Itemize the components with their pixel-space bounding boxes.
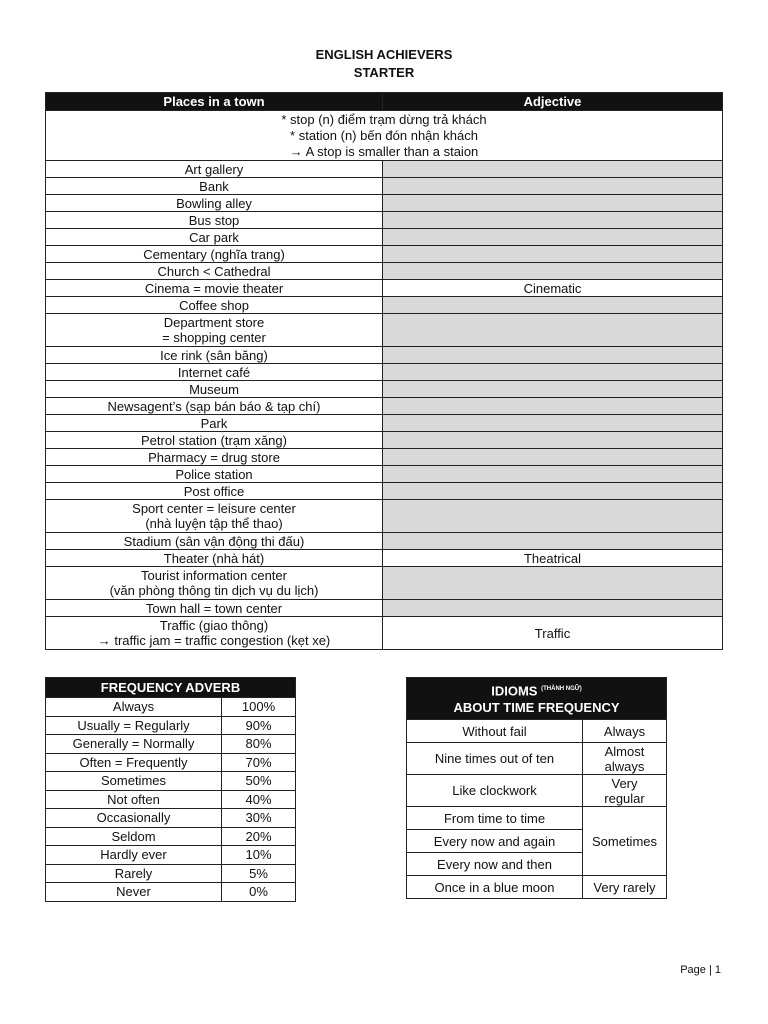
frequency-row xyxy=(46,809,296,828)
frequency-percent: 5% xyxy=(222,864,296,883)
place-name: Park xyxy=(46,415,383,432)
place-row xyxy=(46,415,723,432)
frequency-adverb: Hardly ever xyxy=(46,846,222,865)
place-row xyxy=(46,483,723,500)
idiom-phrase: Once in a blue moon xyxy=(407,876,583,899)
place-name: Pharmacy = drug store xyxy=(46,449,383,466)
places-table xyxy=(45,92,723,650)
place-name: Traffic (giao thông) → traffic jam = traffic congestion (kẹt xe) xyxy=(46,617,383,650)
place-adjective xyxy=(383,195,723,212)
idiom-row xyxy=(407,807,667,830)
place-row xyxy=(46,347,723,364)
frequency-adverb: Occasionally xyxy=(46,809,222,828)
place-name: Police station xyxy=(46,466,383,483)
place-name: Newsagent’s (sạp bán báo & tạp chí) xyxy=(46,398,383,415)
frequency-adverb: Often = Frequently xyxy=(46,753,222,772)
idioms-header xyxy=(407,678,667,720)
note-line: * stop (n) điểm trạm dừng trả khách xyxy=(281,111,487,127)
place-adjective xyxy=(383,398,723,415)
frequency-percent: 0% xyxy=(222,883,296,902)
place-name: Tourist information center (văn phòng thông tin dịch vụ du lịch) xyxy=(46,567,383,600)
frequency-adverb: Not often xyxy=(46,790,222,809)
note-row xyxy=(46,111,723,161)
frequency-percent: 70% xyxy=(222,753,296,772)
place-row xyxy=(46,212,723,229)
place-name: Church < Cathedral xyxy=(46,263,383,280)
idiom-phrase: Every now and again xyxy=(407,830,583,853)
idiom-row xyxy=(407,775,667,807)
place-adjective xyxy=(383,314,723,347)
place-row xyxy=(46,280,723,297)
place-name: Ice rink (sân băng) xyxy=(46,347,383,364)
place-adjective xyxy=(383,246,723,263)
frequency-row xyxy=(46,846,296,865)
frequency-percent: 10% xyxy=(222,846,296,865)
place-adjective xyxy=(383,161,723,178)
frequency-row xyxy=(46,790,296,809)
place-row xyxy=(46,381,723,398)
place-row xyxy=(46,432,723,449)
idiom-row xyxy=(407,720,667,743)
idioms-header-row xyxy=(407,678,667,720)
frequency-adverb: Seldom xyxy=(46,827,222,846)
idiom-meaning: Very regular xyxy=(583,775,667,807)
place-row xyxy=(46,314,723,347)
place-name: Bowling alley xyxy=(46,195,383,212)
place-name: Museum xyxy=(46,381,383,398)
idiom-phrase: Without fail xyxy=(407,720,583,743)
place-row xyxy=(46,246,723,263)
frequency-adverb: Never xyxy=(46,883,222,902)
place-name: Coffee shop xyxy=(46,297,383,314)
place-row xyxy=(46,195,723,212)
stop-station-note xyxy=(46,111,723,161)
place-adjective xyxy=(383,600,723,617)
frequency-percent: 90% xyxy=(222,716,296,735)
place-row xyxy=(46,161,723,178)
place-adjective xyxy=(383,263,723,280)
place-adjective: Cinematic xyxy=(383,280,723,297)
idiom-phrase: From time to time xyxy=(407,807,583,830)
place-row xyxy=(46,229,723,246)
idiom-phrase: Nine times out of ten xyxy=(407,743,583,775)
frequency-percent: 100% xyxy=(222,698,296,717)
place-adjective xyxy=(383,347,723,364)
place-adjective xyxy=(383,466,723,483)
frequency-percent: 40% xyxy=(222,790,296,809)
frequency-percent: 50% xyxy=(222,772,296,791)
frequency-header: FREQUENCY ADVERB xyxy=(46,678,296,698)
place-adjective: Theatrical xyxy=(383,550,723,567)
page-number: Page | 1 xyxy=(680,964,721,976)
place-name: Sport center = leisure center (nhà luyện tập thể thao) xyxy=(46,500,383,533)
frequency-row xyxy=(46,698,296,717)
place-row xyxy=(46,263,723,280)
frequency-adverb: Always xyxy=(46,698,222,717)
place-name: Internet café xyxy=(46,364,383,381)
document-title: ENGLISH ACHIEVERS xyxy=(315,47,453,62)
frequency-row xyxy=(46,883,296,902)
idioms-header-note: (THÀNH NGỮ) xyxy=(541,685,582,692)
frequency-percent: 80% xyxy=(222,735,296,754)
place-row xyxy=(46,617,723,650)
place-name: Bank xyxy=(46,178,383,195)
place-adjective xyxy=(383,178,723,195)
place-name: Theater (nhà hát) xyxy=(46,550,383,567)
place-row xyxy=(46,550,723,567)
place-adjective xyxy=(383,533,723,550)
frequency-row xyxy=(46,753,296,772)
place-adjective xyxy=(383,229,723,246)
frequency-adverb: Usually = Regularly xyxy=(46,716,222,735)
idiom-meaning: Very rarely xyxy=(583,876,667,899)
frequency-row xyxy=(46,864,296,883)
frequency-header-row xyxy=(46,678,296,698)
place-adjective xyxy=(383,449,723,466)
place-row xyxy=(46,398,723,415)
frequency-adverb: Sometimes xyxy=(46,772,222,791)
place-row xyxy=(46,500,723,533)
document-subtitle: STARTER xyxy=(353,65,415,80)
idiom-row xyxy=(407,743,667,775)
place-name: Car park xyxy=(46,229,383,246)
idioms-header-subtitle: ABOUT TIME FREQUENCY xyxy=(453,700,620,716)
place-name: Department store = shopping center xyxy=(46,314,383,347)
place-row xyxy=(46,297,723,314)
place-name: Cinema = movie theater xyxy=(46,280,383,297)
place-adjective xyxy=(383,567,723,600)
idiom-row xyxy=(407,876,667,899)
place-row xyxy=(46,364,723,381)
frequency-adverb: Generally = Normally xyxy=(46,735,222,754)
place-row xyxy=(46,600,723,617)
place-adjective xyxy=(383,432,723,449)
place-name: Town hall = town center xyxy=(46,600,383,617)
frequency-percent: 30% xyxy=(222,809,296,828)
frequency-row xyxy=(46,716,296,735)
place-adjective xyxy=(383,297,723,314)
places-header: Places in a town xyxy=(46,93,383,111)
place-adjective xyxy=(383,364,723,381)
idiom-meaning: Sometimes xyxy=(583,807,667,876)
place-row xyxy=(46,449,723,466)
idiom-phrase: Like clockwork xyxy=(407,775,583,807)
idiom-phrase: Every now and then xyxy=(407,853,583,876)
place-name: Petrol station (trạm xăng) xyxy=(46,432,383,449)
note-line: * station (n) bến đón nhận khách xyxy=(290,127,478,143)
frequency-row xyxy=(46,735,296,754)
place-row xyxy=(46,533,723,550)
place-adjective xyxy=(383,212,723,229)
place-row xyxy=(46,178,723,195)
place-name: Cementary (nghĩa trang) xyxy=(46,246,383,263)
idioms-table xyxy=(406,677,667,899)
frequency-row xyxy=(46,772,296,791)
frequency-percent: 20% xyxy=(222,827,296,846)
place-name: Post office xyxy=(46,483,383,500)
place-name: Art gallery xyxy=(46,161,383,178)
frequency-adverb: Rarely xyxy=(46,864,222,883)
place-adjective xyxy=(383,415,723,432)
place-adjective: Traffic xyxy=(383,617,723,650)
frequency-adverb-table xyxy=(45,677,296,902)
place-adjective xyxy=(383,500,723,533)
places-header-row xyxy=(46,93,723,111)
idiom-meaning: Always xyxy=(583,720,667,743)
idioms-header-title: IDIOMS xyxy=(491,683,538,699)
place-row xyxy=(46,567,723,600)
place-name: Bus stop xyxy=(46,212,383,229)
idiom-meaning: Almost always xyxy=(583,743,667,775)
place-row xyxy=(46,466,723,483)
adjective-header: Adjective xyxy=(383,93,723,111)
place-name: Stadium (sân vận động thi đấu) xyxy=(46,533,383,550)
frequency-row xyxy=(46,827,296,846)
place-adjective xyxy=(383,381,723,398)
place-adjective xyxy=(383,483,723,500)
note-line: → A stop is smaller than a staion xyxy=(289,143,479,159)
